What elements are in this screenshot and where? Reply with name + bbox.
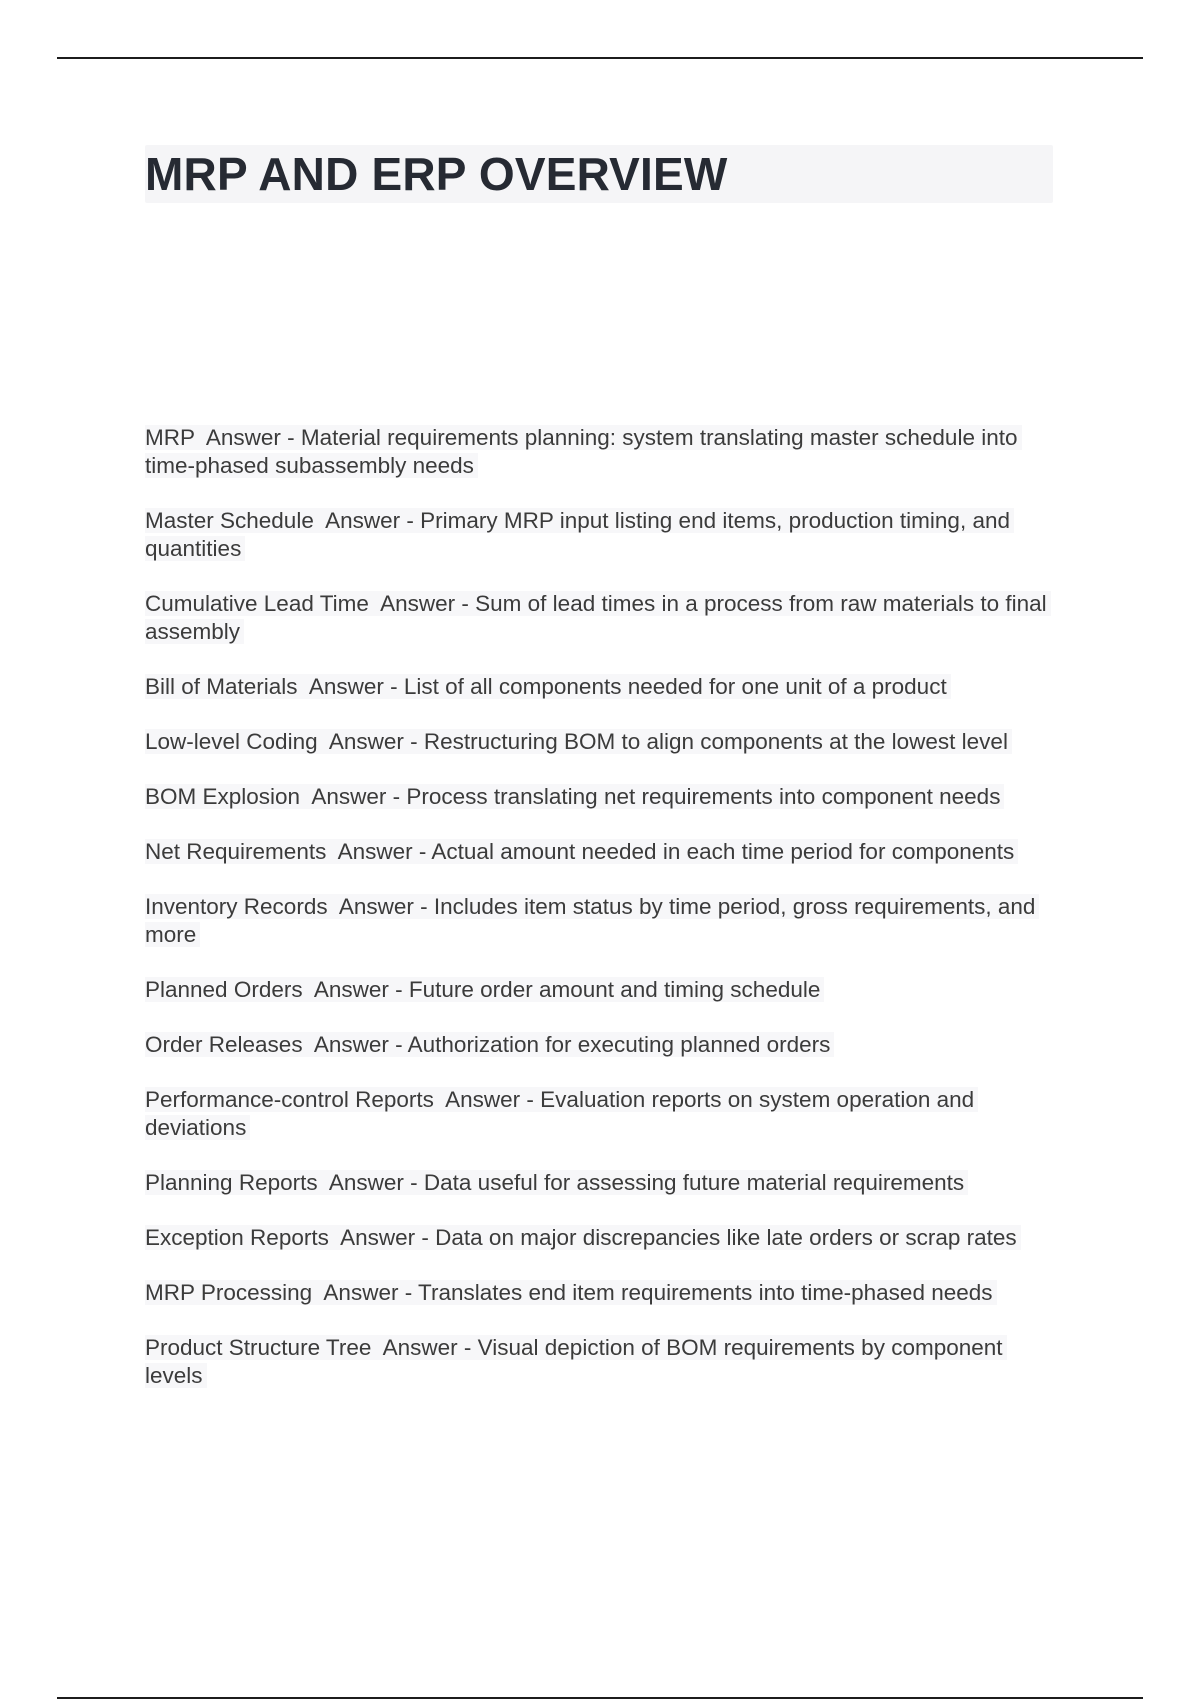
- answer-separator: -: [412, 839, 432, 864]
- qa-entry-text: [145, 674, 951, 699]
- answer-separator: -: [388, 1032, 408, 1057]
- answer-label: Answer: [338, 894, 414, 919]
- qa-list: [145, 424, 1055, 1417]
- answer-separator: -: [413, 894, 434, 919]
- qa-term: Cumulative Lead Time: [145, 591, 369, 616]
- qa-term: Planned Orders: [145, 977, 303, 1002]
- qa-term: Inventory Records: [145, 894, 328, 919]
- qa-term: Master Schedule: [145, 508, 314, 533]
- qa-entry: [145, 673, 1055, 701]
- qa-entry-text: [145, 1032, 834, 1057]
- answer-label: Answer: [313, 977, 389, 1002]
- qa-term: Product Structure Tree: [145, 1335, 372, 1360]
- answer-label: Answer: [382, 1335, 458, 1360]
- answer-label: Answer: [325, 508, 401, 533]
- answer-label: Answer: [205, 425, 281, 450]
- qa-term: MRP Processing: [145, 1280, 313, 1305]
- qa-entry: [145, 783, 1055, 811]
- qa-entry: [145, 590, 1055, 646]
- qa-definition: Data on major discrepancies like late orders or scrap rates: [435, 1225, 1017, 1250]
- top-divider: [57, 57, 1143, 59]
- qa-entry: [145, 1031, 1055, 1059]
- qa-term: Net Requirements: [145, 839, 327, 864]
- qa-entry: [145, 507, 1055, 563]
- answer-separator: -: [280, 425, 301, 450]
- qa-definition: Primary MRP input listing end items, production timing, and quantities: [145, 508, 1010, 561]
- answer-separator: -: [403, 729, 424, 754]
- qa-entry-text: [145, 1225, 1021, 1250]
- answer-separator: -: [455, 591, 476, 616]
- qa-term: Performance-control Reports: [145, 1087, 434, 1112]
- qa-entry-text: [145, 425, 1022, 478]
- qa-entry-text: [145, 591, 1051, 644]
- qa-entry: [145, 838, 1055, 866]
- qa-entry-text: [145, 1170, 968, 1195]
- qa-entry-text: [145, 1087, 978, 1140]
- qa-entry: [145, 424, 1055, 480]
- answer-label: Answer: [337, 839, 413, 864]
- qa-term: Low-level Coding: [145, 729, 318, 754]
- qa-entry-text: [145, 1335, 1007, 1388]
- qa-term: Order Releases: [145, 1032, 303, 1057]
- answer-separator: -: [388, 977, 409, 1002]
- qa-entry: [145, 1086, 1055, 1142]
- qa-definition: Future order amount and timing schedule: [408, 977, 821, 1002]
- qa-definition: List of all components needed for one unit of a product: [403, 674, 947, 699]
- qa-definition: Sum of lead times in a process from raw materials to final assembly: [145, 591, 1047, 644]
- answer-label: Answer: [323, 1280, 399, 1305]
- answer-separator: -: [415, 1225, 436, 1250]
- page-title: MRP AND ERP OVERVIEW: [145, 148, 728, 200]
- qa-definition: Translates end item requirements into time-phased needs: [418, 1280, 993, 1305]
- answer-separator: -: [386, 784, 407, 809]
- qa-entry-text: [145, 1280, 997, 1305]
- qa-term: Planning Reports: [145, 1170, 318, 1195]
- qa-entry-text: [145, 784, 1004, 809]
- qa-entry: [145, 976, 1055, 1004]
- qa-entry: [145, 893, 1055, 949]
- answer-separator: -: [403, 1170, 424, 1195]
- answer-separator: -: [398, 1280, 419, 1305]
- bottom-divider: [57, 1697, 1143, 1699]
- qa-entry-text: [145, 729, 1012, 754]
- qa-term: MRP: [145, 425, 195, 450]
- answer-label: Answer: [313, 1032, 389, 1057]
- answer-label: Answer: [308, 674, 384, 699]
- qa-term: Bill of Materials: [145, 674, 298, 699]
- answer-label: Answer: [328, 729, 404, 754]
- qa-entry: [145, 1169, 1055, 1197]
- qa-definition: Process translating net requirements into component needs: [406, 784, 1001, 809]
- qa-entry: [145, 1334, 1055, 1390]
- qa-term: Exception Reports: [145, 1225, 329, 1250]
- qa-entry-text: [145, 839, 1018, 864]
- qa-term: BOM Explosion: [145, 784, 301, 809]
- qa-entry-text: [145, 977, 824, 1002]
- qa-definition: Actual amount needed in each time period for components: [431, 839, 1015, 864]
- answer-label: Answer: [380, 591, 456, 616]
- answer-label: Answer: [445, 1087, 521, 1112]
- answer-separator: -: [400, 508, 421, 533]
- answer-separator: -: [383, 674, 404, 699]
- answer-label: Answer: [311, 784, 387, 809]
- qa-entry-text: [145, 894, 1039, 947]
- answer-separator: -: [520, 1087, 541, 1112]
- qa-definition: Material requirements planning: system translating master schedule into time-phased subassembly needs: [145, 425, 1018, 478]
- qa-definition: Visual depiction of BOM requirements by component levels: [145, 1335, 1003, 1388]
- qa-definition: Data useful for assessing future material requirements: [423, 1170, 965, 1195]
- qa-definition: Authorization for executing planned orders: [407, 1032, 831, 1057]
- qa-definition: Evaluation reports on system operation and deviations: [145, 1087, 975, 1140]
- answer-label: Answer: [328, 1170, 404, 1195]
- qa-entry: [145, 1224, 1055, 1252]
- qa-entry: [145, 728, 1055, 756]
- answer-label: Answer: [340, 1225, 416, 1250]
- answer-separator: -: [457, 1335, 478, 1360]
- qa-definition: Includes item status by time period, gross requirements, and more: [145, 894, 1036, 947]
- qa-entry: [145, 1279, 1055, 1307]
- qa-entry-text: [145, 508, 1014, 561]
- qa-definition: Restructuring BOM to align components at the lowest level: [423, 729, 1008, 754]
